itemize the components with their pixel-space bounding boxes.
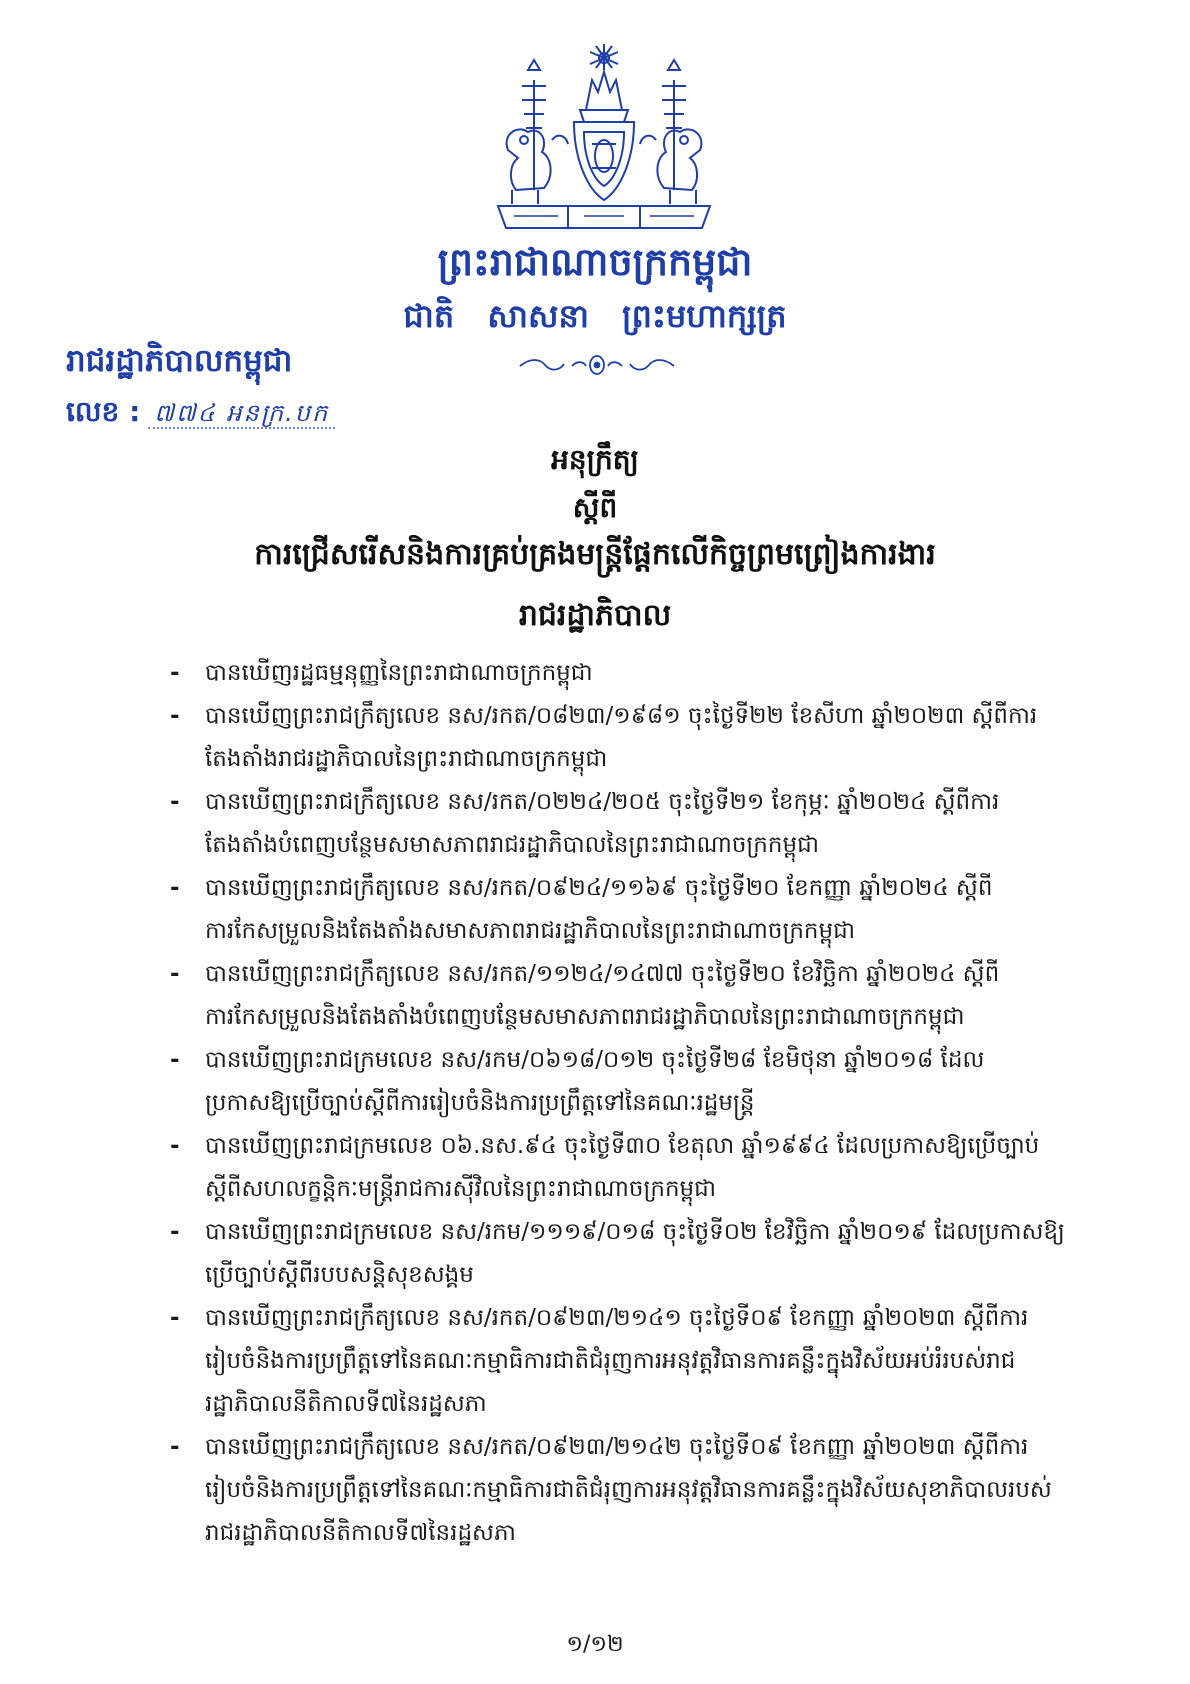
list-item: - បានឃើញព្រះរាជក្រមលេខ នស/រកម/០៦១៨/០១២ ចុះថ្ងៃទី២៨ ខែមិថុនា ឆ្នាំ២០១៨ ដែលប្រកាសឱ្យប្រើច្បាប់ស្តីពីការរៀបចំនិងការប្រព្រឹត្តទៅនៃគណៈរដ្ឋមន្ត្រី <box>170 1039 1066 1125</box>
list-item: - បានឃើញព្រះរាជក្រឹត្យលេខ នស/រកត/០៩២៤/១១៦៩ ចុះថ្ងៃទី២០ ខែកញ្ញា ឆ្នាំ២០២៤ ស្តីពីការកែសម្រួលនិងតែងតាំងសមាសភាពរាជរដ្ឋាភិបាលនៃព្រះរាជាណាចក្រកម្ពុជា <box>170 867 1066 953</box>
page-number: ១/១២ <box>566 1632 624 1657</box>
reference-list <box>170 652 1066 1555</box>
kingdom-title: ព្រះរាជាណាចក្រកម្ពុជា <box>437 240 753 284</box>
list-item: - បានឃើញរដ្ឋធម្មនុញ្ញនៃព្រះរាជាណាចក្រកម្ពុជា <box>170 652 1066 695</box>
document-number <box>66 394 335 435</box>
royal-coat-of-arms-icon <box>488 40 720 232</box>
body-heading: រាជរដ្ឋាភិបាល <box>518 598 672 633</box>
document-type: អនុក្រឹត្យ <box>551 443 639 476</box>
list-item: - បានឃើញព្រះរាជក្រមលេខ នស/រកម/១១១៩/០១៨ ចុះថ្ងៃទី០២ ខែវិច្ឆិកា ឆ្នាំ២០១៩ ដែលប្រកាសឱ្យប្រើច្បាប់ស្តីពីរបបសន្តិសុខសង្គម <box>170 1211 1066 1297</box>
list-item: - បានឃើញព្រះរាជក្រឹត្យលេខ នស/រកត/០២២៤/២០៥ ចុះថ្ងៃទី២១ ខែកុម្ភៈ ឆ្នាំ២០២៤ ស្តីពីការតែងតាំងបំពេញបន្ថែមសមាសភាពរាជរដ្ឋាភិបាលនៃព្រះរាជាណាចក្រកម្ពុជា <box>170 781 1066 867</box>
list-item: - បានឃើញព្រះរាជក្រឹត្យលេខ នស/រកត/០៩២៣/២១៤១ ចុះថ្ងៃទី០៩ ខែកញ្ញា ឆ្នាំ២០២៣ ស្តីពីការរៀបចំនិងការប្រព្រឹត្តទៅនៃគណៈកម្មាធិការជាតិជំរុញការអនុវត្តវិធានការគន្លឹះក្នុងវិស័យអប់រំរបស់រាជរដ្ឋាភិបាលនីតិកាលទី៧នៃរដ្ឋសភា <box>170 1297 1066 1426</box>
document-subject: ការជ្រើសរើសនិងការគ្រប់គ្រងមន្ត្រីផ្តែកលើកិច្ចព្រមព្រៀងការងារ <box>254 537 936 572</box>
list-item: - បានឃើញព្រះរាជក្រឹត្យលេខ នស/រកត/១១២៤/១៤៧៧ ចុះថ្ងៃទី២០ ខែវិច្ឆិកា ឆ្នាំ២០២៤ ស្តីពីការកែសម្រួលនិងតែងតាំងបំពេញបន្ថែមសមាសភាពរាជរដ្ឋាភិបាលនៃព្រះរាជាណាចក្រកម្ពុជា <box>170 953 1066 1039</box>
decorative-divider-icon <box>516 352 678 378</box>
list-item: - បានឃើញព្រះរាជក្រមលេខ ០៦.នស.៩៤ ចុះថ្ងៃទី៣០ ខែតុលា ឆ្នាំ១៩៩៤ ដែលប្រកាសឱ្យប្រើច្បាប់ស្តីពីសហលក្ខន្តិកៈមន្ត្រីរាជការស៊ីវិលនៃព្រះរាជាណាចក្រកម្ពុជា <box>170 1125 1066 1211</box>
document-number-value: ៧៧៤ អនក្រ.បក <box>148 399 335 429</box>
document-about: ស្តីពី <box>572 491 618 524</box>
national-motto: ជាតិ សាសនា ព្រះមហាក្សត្រ <box>403 297 787 335</box>
list-item: - បានឃើញព្រះរាជក្រឹត្យលេខ នស/រកត/០៨២៣/១៩៨១ ចុះថ្ងៃទី២២ ខែសីហា ឆ្នាំ២០២៣ ស្តីពីការតែងតាំងរាជរដ្ឋាភិបាលនៃព្រះរាជាណាចក្រកម្ពុជា <box>170 695 1066 781</box>
issuing-authority: រាជរដ្ឋាភិបាលកម្ពុជា <box>66 343 293 379</box>
list-item: - បានឃើញព្រះរាជក្រឹត្យលេខ នស/រកត/០៩២៣/២១៤២ ចុះថ្ងៃទី០៩ ខែកញ្ញា ឆ្នាំ២០២៣ ស្តីពីការរៀបចំនិងការប្រព្រឹត្តទៅនៃគណៈកម្មាធិការជាតិជំរុញការអនុវត្តវិធានការគន្លឹះក្នុងវិស័យសុខាភិបាលរបស់រាជរដ្ឋាភិបាលនីតិកាលទី៧នៃរដ្ឋសភា <box>170 1426 1066 1555</box>
document-number-label: លេខ : <box>66 395 141 428</box>
